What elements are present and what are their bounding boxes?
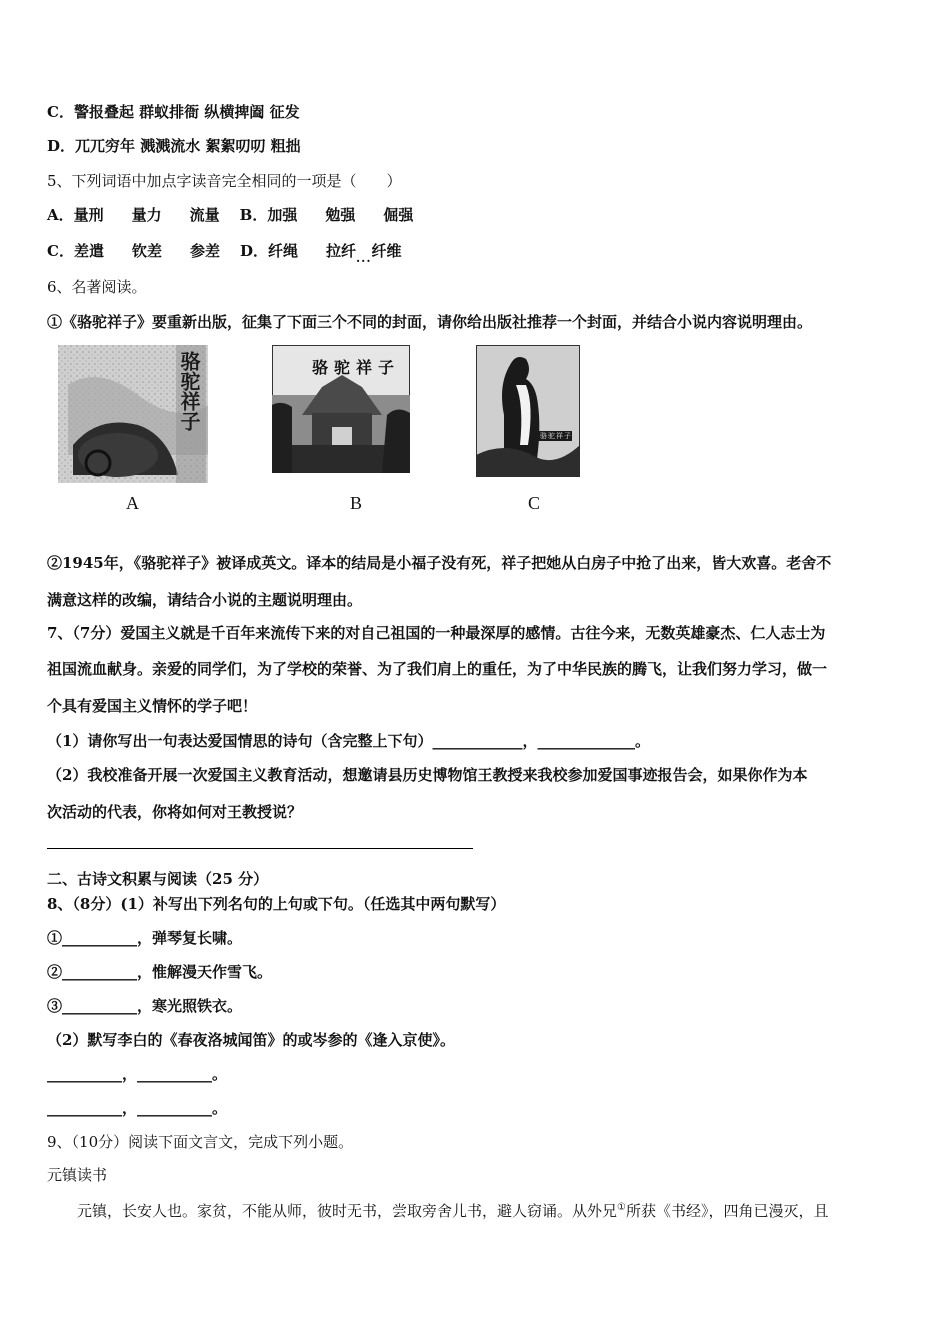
q6-part1: ①《骆驼祥子》要重新出版，征集了下面三个不同的封面，请你给出版社推荐一个封面，并结合小说内容说明理由。 xyxy=(47,313,813,331)
cover-c-title: 骆驼祥子 xyxy=(540,432,572,440)
q5-c-word-1: 差遣 xyxy=(73,242,104,260)
q5-b-word-1: 加强 xyxy=(267,206,298,224)
q8-blank-line-1: __________，__________。 xyxy=(47,1065,228,1083)
q8-stem: 8、（8分）(1）补写出下列名句的上句或下句。（任选其中两句默写） xyxy=(47,895,506,913)
cover-a-label: A xyxy=(126,493,139,513)
q6-part2-line1: ②1945年，《骆驼祥子》被译成英文。译本的结局是小福子没有死，祥子把她从白房子中抢了出来，皆大欢喜。老舍不 xyxy=(47,554,832,572)
q5-a-word-1: 量刑 xyxy=(73,206,104,224)
q4-option-c: C．警报叠起 群蚁排衙 纵横捭阖 征发 xyxy=(47,103,300,121)
q5-options-cd xyxy=(47,240,910,269)
q5-d-word-1: 纤绳 xyxy=(267,242,298,260)
q5-stem: 5、下列词语中加点字读音完全相同的一项是（ ） xyxy=(47,172,402,190)
q5-b-word-3: 倔强 xyxy=(383,206,414,224)
passage-text xyxy=(47,1197,910,1222)
q5-b-word-2: 勉强 xyxy=(325,206,356,224)
q5-b-label: B． xyxy=(239,206,268,224)
cover-c-image xyxy=(476,345,580,477)
cover-a-title: 骆驼祥子 xyxy=(177,351,201,431)
q8-item-1: ①__________，弹琴复长啸。 xyxy=(47,929,243,947)
q7-line2: 祖国流血献身。亲爱的同学们，为了学校的荣誉、为了我们肩上的重任，为了中华民族的腾飞，让我们努力学习，做一 xyxy=(47,660,828,678)
cover-a xyxy=(58,345,208,513)
q9-stem: 9、（10分）阅读下面文言文，完成下列小题。 xyxy=(47,1133,354,1151)
cover-options xyxy=(0,345,950,520)
q8-sub2: （2）默写李白的《春夜洛城闻笛》的或岑参的《逢入京使》。 xyxy=(47,1031,455,1049)
q5-c-word-3: 参差 xyxy=(189,242,220,260)
q6-stem: 6、名著阅读。 xyxy=(47,278,147,296)
q8-item-2: ②__________，惟解漫天作雪飞。 xyxy=(47,963,273,981)
cover-b-title: 骆驼祥子 xyxy=(312,358,401,377)
q5-a-label: A． xyxy=(47,206,74,224)
q5-a-word-2: 量力 xyxy=(131,206,162,224)
passage-title: 元镇读书 xyxy=(47,1166,108,1184)
q7-sub2-line1: （2）我校准备开展一次爱国主义教育活动，想邀请县历史博物馆王教授来我校参加爱国事迹报告会，如果你作为本 xyxy=(47,766,808,784)
q5-c-label: C． xyxy=(47,242,74,260)
cover-b-label: B xyxy=(350,493,363,513)
q6-part2-line2: 满意这样的改编，请结合小说的主题说明理由。 xyxy=(47,591,363,609)
q5-d-word-3: 纤维 xyxy=(371,242,402,260)
emphasis-dots: ... xyxy=(355,251,372,265)
q7-sub2-line2: 次活动的代表，你将如何对王教授说？ xyxy=(47,803,303,821)
cover-b xyxy=(272,345,410,513)
q7-line3: 个具有爱国主义情怀的学子吧！ xyxy=(47,697,258,715)
passage-text-part-2: 所获《书经》，四角已漫灭，且 xyxy=(625,1202,829,1220)
q7-line1: 7、（7分）爱国主义就是千百年来流传下来的对自己祖国的一种最深厚的感情。古往今来，无数英雄豪杰、仁人志士为 xyxy=(47,624,826,642)
q5-d-label: D． xyxy=(239,242,268,260)
q5-a-word-3: 流量 xyxy=(189,206,220,224)
q8-blank-line-2: __________，__________。 xyxy=(47,1099,228,1117)
cover-c xyxy=(476,345,580,513)
q8-item-3: ③__________，寒光照铁衣。 xyxy=(47,997,243,1015)
footnote-marker: ① xyxy=(617,1202,626,1213)
q7-sub1: （1）请你写出一句表达爱国情思的诗句（含完整上下句）____________，_____________。 xyxy=(47,732,650,750)
q4-option-d: D．兀兀穷年 溅溅流水 絮絮叨叨 粗拙 xyxy=(47,137,301,155)
q5-options-ab xyxy=(47,204,910,226)
section-2-heading: 二、古诗文积累与阅读（25 分） xyxy=(47,870,269,888)
q5-d-word-2: 拉纤 xyxy=(325,242,356,260)
answer-line xyxy=(47,848,473,849)
q5-c-word-2: 钦差 xyxy=(131,242,162,260)
passage-text-part-1: 元镇，长安人也。家贫，不能从师，彼时无书，尝取旁舍儿书，避人窃诵。从外兄 xyxy=(47,1202,618,1220)
cover-c-label: C xyxy=(528,493,541,513)
